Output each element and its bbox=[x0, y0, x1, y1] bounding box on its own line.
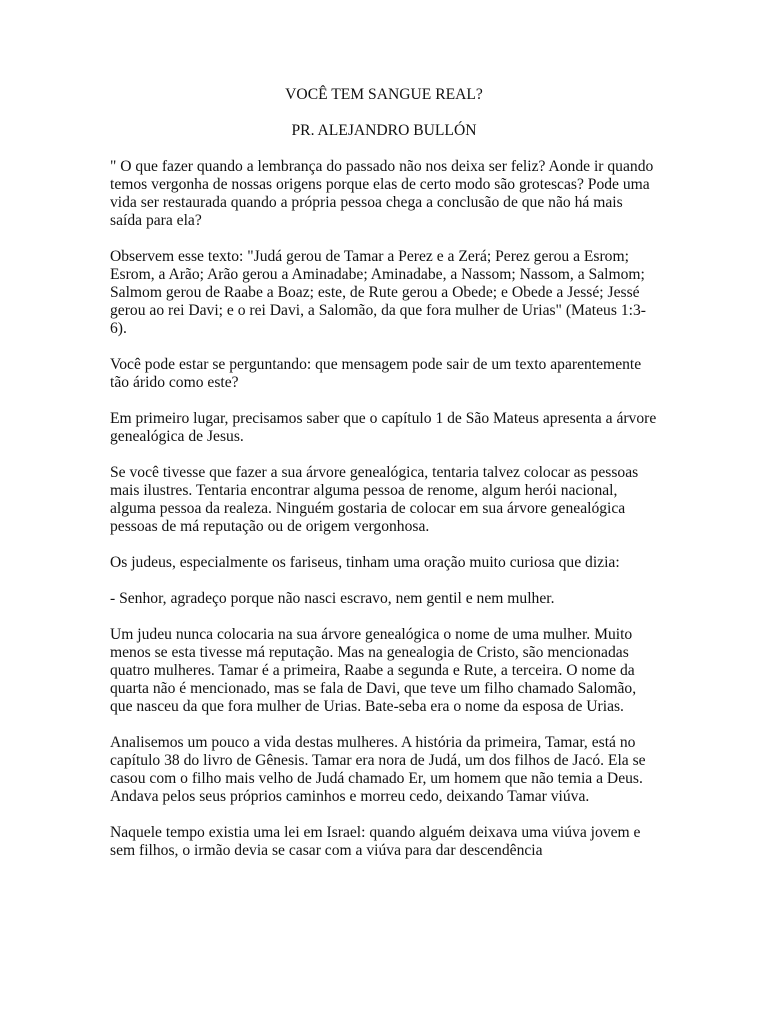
paragraph: " O que fazer quando a lembrança do passado não nos deixa ser feliz? Aonde ir quando temos vergonha de nossas origens porque elas de certo modo são grotescas? Pode uma vida ser restaurada quando a própria pessoa chega a conclusão de que não há mais saída para ela? bbox=[110, 158, 654, 229]
paragraph: Analisemos um pouco a vida destas mulheres. A história da primeira, Tamar, está no capítulo 38 do livro de Gênesis. Tamar era nora de Judá, um dos filhos de Jacó. Ela se casou com o filho mais velho de Judá chamado Er, um homem que não temia a Deus. Andava pelos seus próprios caminhos e morreu cedo, deixando Tamar viúva. bbox=[110, 734, 646, 805]
document-title: VOCÊ TEM SANGUE REAL? bbox=[285, 86, 483, 103]
document-author: PR. ALEJANDRO BULLÓN bbox=[291, 122, 477, 139]
paragraph: - Senhor, agradeço porque não nasci escravo, nem gentil e nem mulher. bbox=[110, 590, 555, 607]
paragraph: Em primeiro lugar, precisamos saber que o capítulo 1 de São Mateus apresenta a árvore genealógica de Jesus. bbox=[110, 410, 657, 445]
paragraph: Observem esse texto: "Judá gerou de Tamar a Perez e a Zerá; Perez gerou a Esrom; Esrom, a Arão; Arão gerou a Aminadabe; Aminadabe, a Nassom; Nassom, a Salmom; Salmom gerou de Raabe a Boaz; este, de Rute gerou a Obede; e Obede a Jessé; Jessé gerou ao rei Davi; e o rei Davi, a Salomão, da que fora mulher de Urias" (Mateus 1:3-6). bbox=[110, 248, 646, 337]
paragraph: Um judeu nunca colocaria na sua árvore genealógica o nome de uma mulher. Muito menos se esta tivesse má reputação. Mas na genealogia de Cristo, são mencionadas quatro mulheres. Tamar é a primeira, Raabe a segunda e Rute, a terceira. O nome da quarta não é mencionado, mas se fala de Davi, que teve um filho chamado Salomão, que nasceu da que fora mulher de Urias. Bate-seba era o nome da esposa de Urias. bbox=[110, 626, 637, 715]
document-page bbox=[110, 86, 658, 878]
paragraph: Se você tivesse que fazer a sua árvore genealógica, tentaria talvez colocar as pessoas mais ilustres. Tentaria encontrar alguma pessoa de renome, algum herói nacional, alguma pessoa da realeza. Ninguém gostaria de colocar em sua árvore genealógica pessoas de má reputação ou de origem vergonhosa. bbox=[110, 464, 639, 535]
paragraph: Você pode estar se perguntando: que mensagem pode sair de um texto aparentemente tão árido como este? bbox=[110, 356, 642, 391]
paragraph: Os judeus, especialmente os fariseus, tinham uma oração muito curiosa que dizia: bbox=[110, 554, 620, 571]
paragraph: Naquele tempo existia uma lei em Israel: quando alguém deixava uma viúva jovem e sem filhos, o irmão devia se casar com a viúva para dar descendência bbox=[110, 824, 641, 859]
